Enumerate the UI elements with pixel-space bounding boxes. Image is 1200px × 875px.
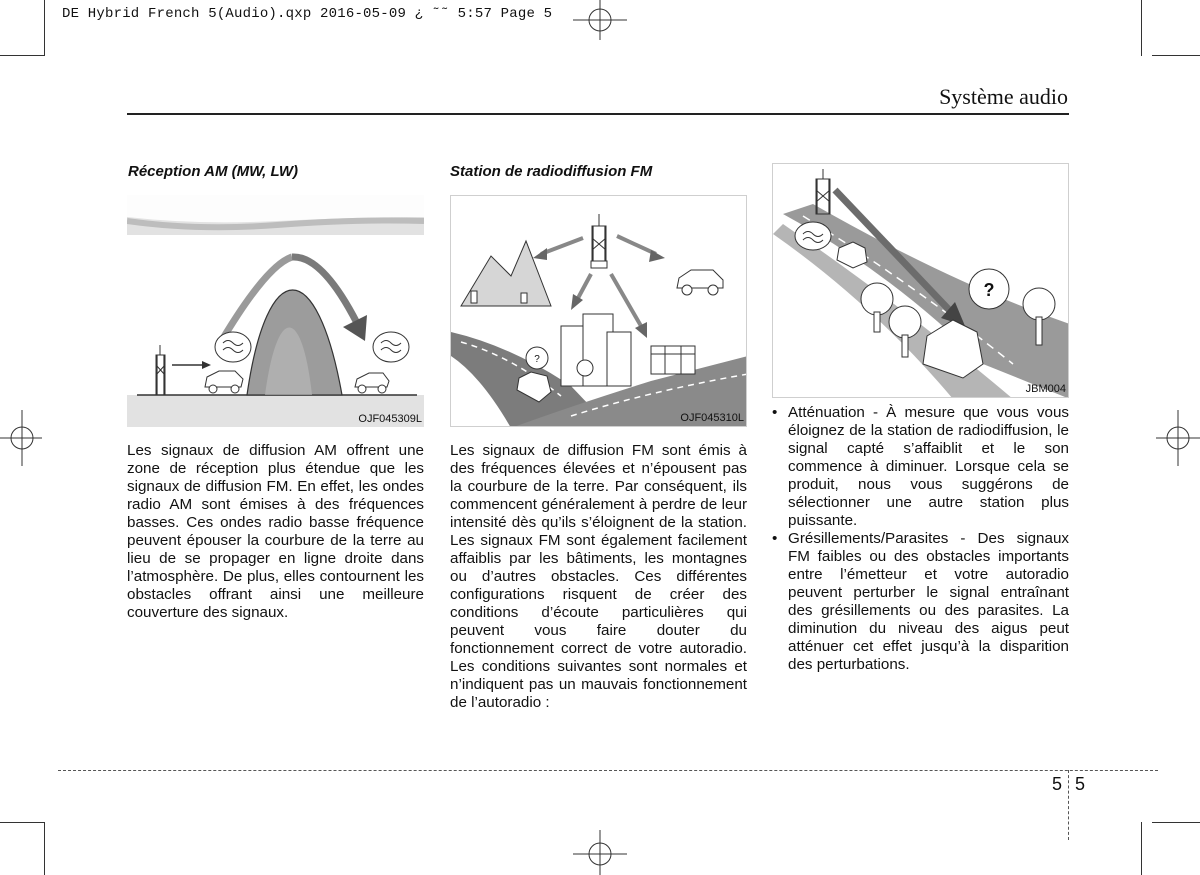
fm-station-illustration	[451, 196, 747, 427]
figure-attenuation	[772, 163, 1069, 398]
header-rule	[127, 113, 1069, 115]
crop-mark-top-left-h	[0, 55, 45, 56]
registration-mark-bottom	[573, 830, 627, 875]
registration-mark-top	[573, 0, 627, 40]
print-slug: DE Hybrid French 5(Audio).qxp 2016-05-09 ¿ ˜˜ 5:57 Page 5	[62, 6, 553, 22]
chapter-number: 5	[1052, 774, 1063, 794]
figure-am-reception	[127, 195, 424, 427]
fm-conditions-list	[772, 404, 1069, 674]
fm-question-mark: ?	[534, 354, 540, 365]
attenuation-question-mark: ?	[983, 280, 995, 300]
paragraph-fm	[450, 442, 747, 712]
list-item-static: • Grésillements/Parasites - Des signaux FM faibles ou des obstacles importants entre l’émetteur et votre autoradio peuvent perturber le signal entraînant des grésillements ou des parasites. La diminution du niveau des aigus peut atténuer cet effet jusqu’à la disparition des perturbations.	[772, 530, 1069, 674]
crop-mark-top-right-v	[1141, 0, 1142, 56]
figure-fm-station	[450, 195, 747, 427]
crop-mark-bottom-left-v	[44, 822, 45, 875]
list-item-attenuation: • Atténuation - À mesure que vous vous éloignez de la station de radiodiffusion, le signal capté s’affaiblit et le son commence à diminuer. Lorsque cela se produit, nous vous suggérons de sélectionner une autre station plus puissante.	[772, 404, 1069, 530]
crop-mark-bottom-right-v	[1141, 822, 1142, 875]
page-number: 5	[1075, 774, 1086, 794]
figure-code-attenuation: JBM004	[1025, 383, 1066, 395]
crop-mark-bottom-right-h	[1152, 822, 1200, 823]
am-wave-illustration	[127, 195, 424, 427]
crop-mark-top-left-v	[44, 0, 45, 56]
paragraph-fm-text: Les signaux de diffusion FM sont émis à des fréquences élevées et n’épousent pas la courbure de la terre. Par conséquent, ils commencent généralement à perdre de leur intensité dès qu’ils s’éloignent de la station. Les signaux FM sont également facilement affaiblis par les bâtiments, les montagnes ou d’autres obstacles. Ces différentes configurations risquent de créer des conditions d’écoute particulières qui peuvent vous faire douter du fonctionnement correct de votre autoradio. Les conditions suivantes sont normales et n’indiquent pas un mauvais fonctionnement de l’autoradio :	[450, 442, 747, 711]
page-number-divider	[1068, 770, 1069, 840]
figure-code-fm: OJF045310L	[680, 412, 744, 424]
attenuation-illustration	[773, 164, 1069, 398]
heading-fm-station: Station de radiodiffusion FM	[450, 163, 653, 180]
paragraph-am	[127, 442, 424, 622]
footer-dashed-rule	[58, 770, 1158, 771]
registration-mark-right	[1156, 410, 1200, 466]
section-title: Système audio	[939, 84, 1068, 109]
crop-mark-bottom-left-h	[0, 822, 45, 823]
figure-code-am: OJF045309L	[358, 413, 422, 425]
heading-am-reception: Réception AM (MW, LW)	[128, 163, 298, 180]
crop-mark-top-right-h	[1152, 55, 1200, 56]
registration-mark-left	[0, 410, 42, 466]
paragraph-am-text: Les signaux de diffusion AM offrent une zone de réception plus étendue que les signaux de diffusion FM. En effet, les ondes radio AM sont émises à des fréquences basses. Ces ondes radio basse fréquence peuvent épouser la courbure de la terre au lieu de se propager en ligne droite dans l’atmosphère. De plus, elles contournent les obstacles offrant ainsi une meilleure couverture des signaux.	[127, 442, 424, 621]
